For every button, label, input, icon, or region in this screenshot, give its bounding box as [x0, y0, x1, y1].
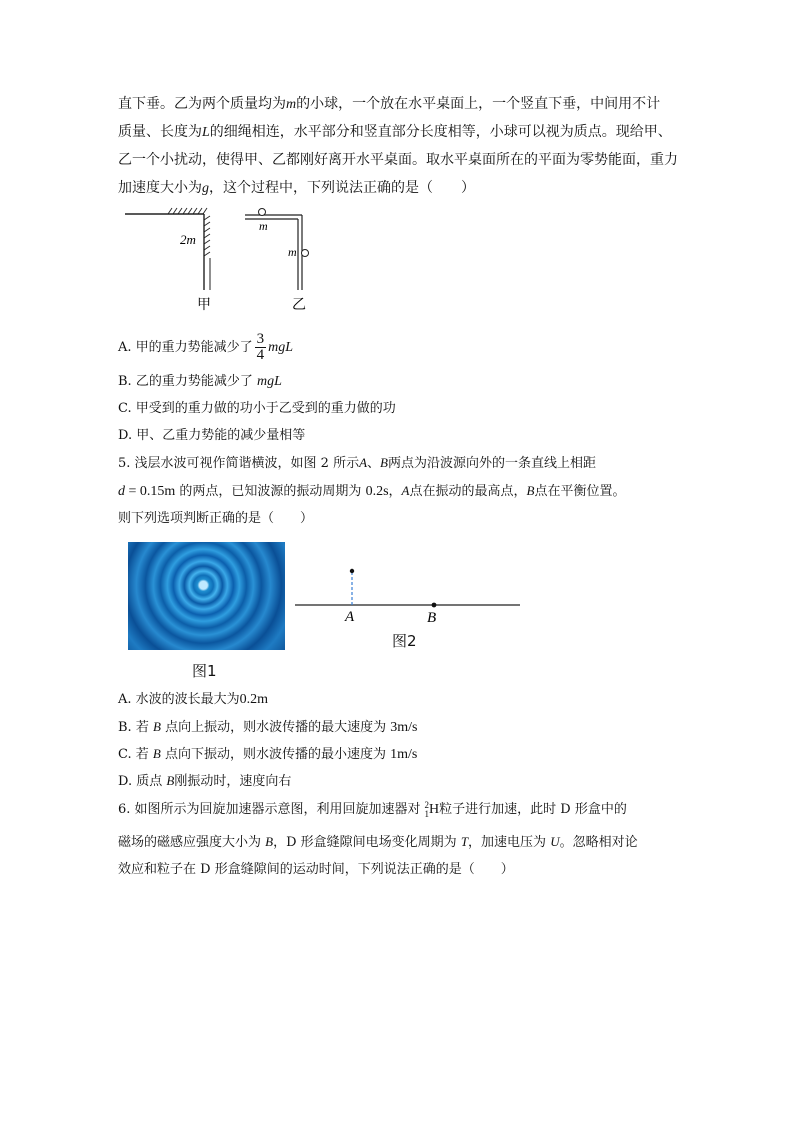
q4-line-1: 直下垂。乙为两个质量均为m的小球，一个放在水平桌面上，一个竖直下垂，中间用不计 — [118, 96, 661, 112]
jia-label: 甲 — [197, 298, 211, 313]
q4-option-b: B. 乙的重力势能减少了 mgL — [118, 374, 282, 389]
yi-mass-top: m — [259, 219, 268, 233]
q5-option-c: C. 若 B 点向下振动，则水波传播的最小速度为 1m/s — [118, 746, 418, 762]
q5-option-b: B. 若 B 点向上振动，则水波传播的最大速度为 3m/s — [118, 719, 418, 735]
point-a-label: A — [345, 609, 355, 625]
q4-option-c: C. 甲受到的重力做的功小于乙受到的重力做的功 — [118, 401, 396, 416]
q5-option-a: A. 水波的波长最大为0.2m — [118, 692, 269, 707]
q6-line-2: 磁场的磁感应强度大小为 B，D 形盒缝隙间电场变化周期为 T，加速电压为 U。忽略相对论 — [118, 834, 638, 850]
q4-line-2: 质量、长度为L的细绳相连，水平部分和竖直部分长度相等，小球可以视为质点。现给甲、 — [118, 124, 672, 140]
q5-line-3: 则下列选项判断正确的是（ ） — [118, 511, 314, 526]
q6-line-3: 效应和粒子在 D 形盒缝隙间的运动时间，下列说法正确的是（ ） — [118, 862, 514, 877]
q4-figure — [120, 200, 320, 320]
q5-line-2: d = 0.15m 的两点，已知波源的振动周期为 0.2s，A点在振动的最高点，B点在平衡位置。 — [118, 483, 626, 499]
jia-mass-label: 2m — [180, 232, 196, 247]
water-ripple-photo — [128, 542, 285, 650]
q5-option-d: D. 质点 B刚振动时，速度向右 — [118, 773, 292, 789]
yi-ball-top — [259, 209, 266, 216]
q6-line-1: 6. 如图所示为回旋加速器示意图，利用回旋加速器对 2 1 H粒子进行加速，此时 D 形盒中的 — [118, 799, 627, 819]
fraction-3-4: $\frac{3}{4}$ — [256, 331, 265, 363]
yi-diagram — [245, 209, 309, 314]
fig1-label: 图1 — [192, 662, 217, 680]
point-a-dot — [350, 569, 354, 573]
fig2-label: 图2 — [392, 632, 417, 650]
q4-line-4: 加速度大小为g，这个过程中，下列说法正确的是（ ） — [118, 180, 475, 196]
point-b-label: B — [427, 610, 437, 626]
isotope-prescript: 2 1 — [424, 799, 430, 819]
jia-diagram — [125, 208, 211, 313]
yi-label: 乙 — [292, 298, 306, 313]
q4-option-a: A. 甲的重力势能减少了 $\frac{3}{4}$ mgL — [118, 331, 294, 363]
yi-ball-side — [302, 250, 309, 257]
q5-line-1: 5. 浅层水波可视作简谐横波，如图 2 所示A、B两点为沿波源向外的一条直线上相距 — [118, 455, 597, 471]
yi-mass-side: m — [288, 245, 297, 259]
q4-line-3: 乙一个小扰动，使得甲、乙都刚好离开水平桌面。取水平桌面所在的平面为零势能面，重力 — [118, 152, 678, 168]
point-b-dot — [432, 603, 437, 608]
q4-option-d: D. 甲、乙重力势能的减少量相等 — [118, 428, 306, 443]
